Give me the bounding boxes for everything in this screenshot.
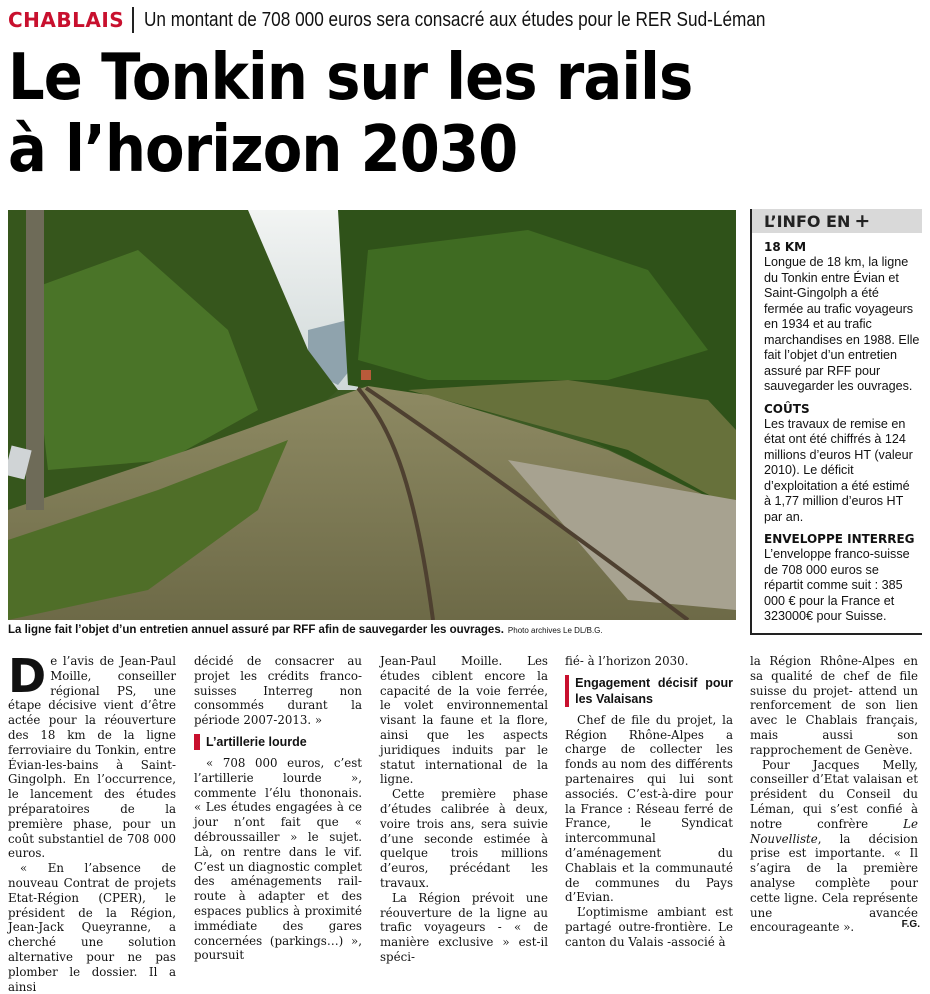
article-paragraph: fié- à l’horizon 2030. [565,654,689,668]
article-column-3 [380,654,548,965]
subheading-text: Engagement décisif pour les Valaisans [575,675,733,706]
headline-line-2: à l’horizon 2030 [8,113,518,187]
article-paragraph: Cette première phase d’études calibrée à deux, voire trois ans, sera suivie d’une seconde estimée à quelque trois millions d’euros, précédant les travaux. [380,787,548,890]
article-paragraph [8,649,176,861]
article-paragraph: « En l’absence de nouveau Contrat de projets Etat-Région (CPER), le président de la Région, Jean-Jack Queyranne, a cherché une solution alternative pour ne pas plomber le dossier. Il a ainsi [8,861,176,994]
info-box [750,209,922,635]
article-column-1 [8,649,176,994]
article-column-5 [750,654,918,935]
article-column-2 [194,654,362,963]
subheading [194,734,362,750]
article-paragraph: la Région Rhône-Alpes en sa qualité de chef de file suisse du projet- attend un renforcement de son lien avec le Chablais français, mais aussi son rapprochement de Genève. [750,654,918,757]
plus-icon: + [854,210,871,232]
article-paragraph: Chef de file du projet, la Région Rhône-Alpes a charge de collecter les fonds au nom des différents partenaires qui lui sont associés. C’est-à-dire pour la France : Réseau ferré de France, le Syndicat intercommunal d’aménagement du Chablais et la communauté de communes du Pays d’Evian. [565,712,733,905]
article-paragraph: L’optimisme ambiant est partagé outre-frontière. Le canton du Valais -associé à [565,905,733,949]
article-paragraph [750,758,918,936]
info-item-text: Longue de 18 km, la ligne du Tonkin entre Évian et Saint-Gingolph a été fermée au trafic voyageurs en 1934 et au trafic marchandises en 1988. Elle fait l’objet d’un entretien assuré par RFF pour sauvegarder les ouvrages. [764,255,920,393]
drop-cap: D [8,649,47,703]
info-item-text: Les travaux de remise en état ont été chiffrés à 124 millions d’euros HT (valeur 2010). Le déficit d’exploitation a été estimé à 1,77 million d’euros HT par an. [764,416,913,524]
info-item-title: ENVELOPPE INTERREG [764,532,915,546]
subheading [565,675,733,707]
photo-caption [8,624,736,642]
info-item [752,532,922,625]
info-box-title: L’INFO EN [764,212,851,231]
info-item-title: 18 KM [764,240,807,254]
headline [8,42,818,186]
article-paragraph: Jean-Paul Moille. Les études ciblent encore la capacité de la voie ferrée, le volet environnemental visant la faune et la flore, ainsi que les aspects juridiques induits par le statut international de la ligne. [380,654,548,787]
article-paragraph: La Région prévoit une réouverture de la ligne au trafic voyageurs - « de manière exclusive » est-il spéci- [380,890,548,964]
author-signature: F.G. [901,919,920,930]
subheading-text: L’artillerie lourde [206,734,307,749]
info-item [752,402,922,526]
article-paragraph: décidé de consacrer au projet les crédits franco-suisses Interreg non consommés durant la période 2007-2013. » [194,654,362,728]
caption-text: La ligne fait l’objet d’un entretien annuel assuré par RFF afin de sauvegarder les ouvrages. [8,624,504,636]
subheading-marker [565,675,569,707]
photo-credit: Photo archives Le DL/B.G. [507,626,603,635]
publication-name: Le Nouvelliste [750,816,918,846]
section-tag: CHABLAIS [8,8,125,32]
article-paragraph: « 708 000 euros, c’est l’artillerie lourde », commente l’élu thononais. « Les études engagées à ce jour n’ont fait que « débroussailler » le sujet. Là, on rentre dans le vif. C’est un diagnostic complet des aménagements rail-route à adapter et des espaces publics à proximité immédiate des gares concernées (parkings…) », poursuit [194,755,362,963]
paragraph-text: e l’avis de Jean-Paul Moille, conseiller régional PS, une étape décisive vient d’être actée pour la réouverture des 18 km de la ligne ferroviaire du Tonkin, entre Évian-les-bains à Saint-Gingolph. En l’occurrence, le lancement des études préparatoires de la première phase, pour un coût substantiel de 708 000 euros. [8,654,176,861]
subheading-marker [194,734,200,750]
info-item-title: COÛTS [764,401,810,416]
info-box-header [752,209,922,233]
info-item [752,240,922,395]
kicker [8,6,867,34]
kicker-divider [132,7,134,33]
paragraph-text: Pour Jacques Melly, conseiller d’Etat valaisan et président du Conseil du Léman, qui s’est confié à notre confrère [750,757,918,831]
info-item-text: L’enveloppe franco-suisse de 708 000 euros se répartit comme suit : 385 000 € pour la France et 323000€ pour Suisse. [764,547,910,623]
article-column-4 [565,654,733,950]
paragraph-text: , la décision prise est importante. « Il s’agira de la première analyse complète pour cette ligne. Cela représente une avancée encourageante ». [750,831,918,935]
kicker-deck: Un montant de 708 000 euros sera consacré aux études pour le RER Sud-Léman [144,8,766,31]
railway-photo [8,210,736,620]
headline-line-1: Le Tonkin sur les rails [8,41,693,115]
